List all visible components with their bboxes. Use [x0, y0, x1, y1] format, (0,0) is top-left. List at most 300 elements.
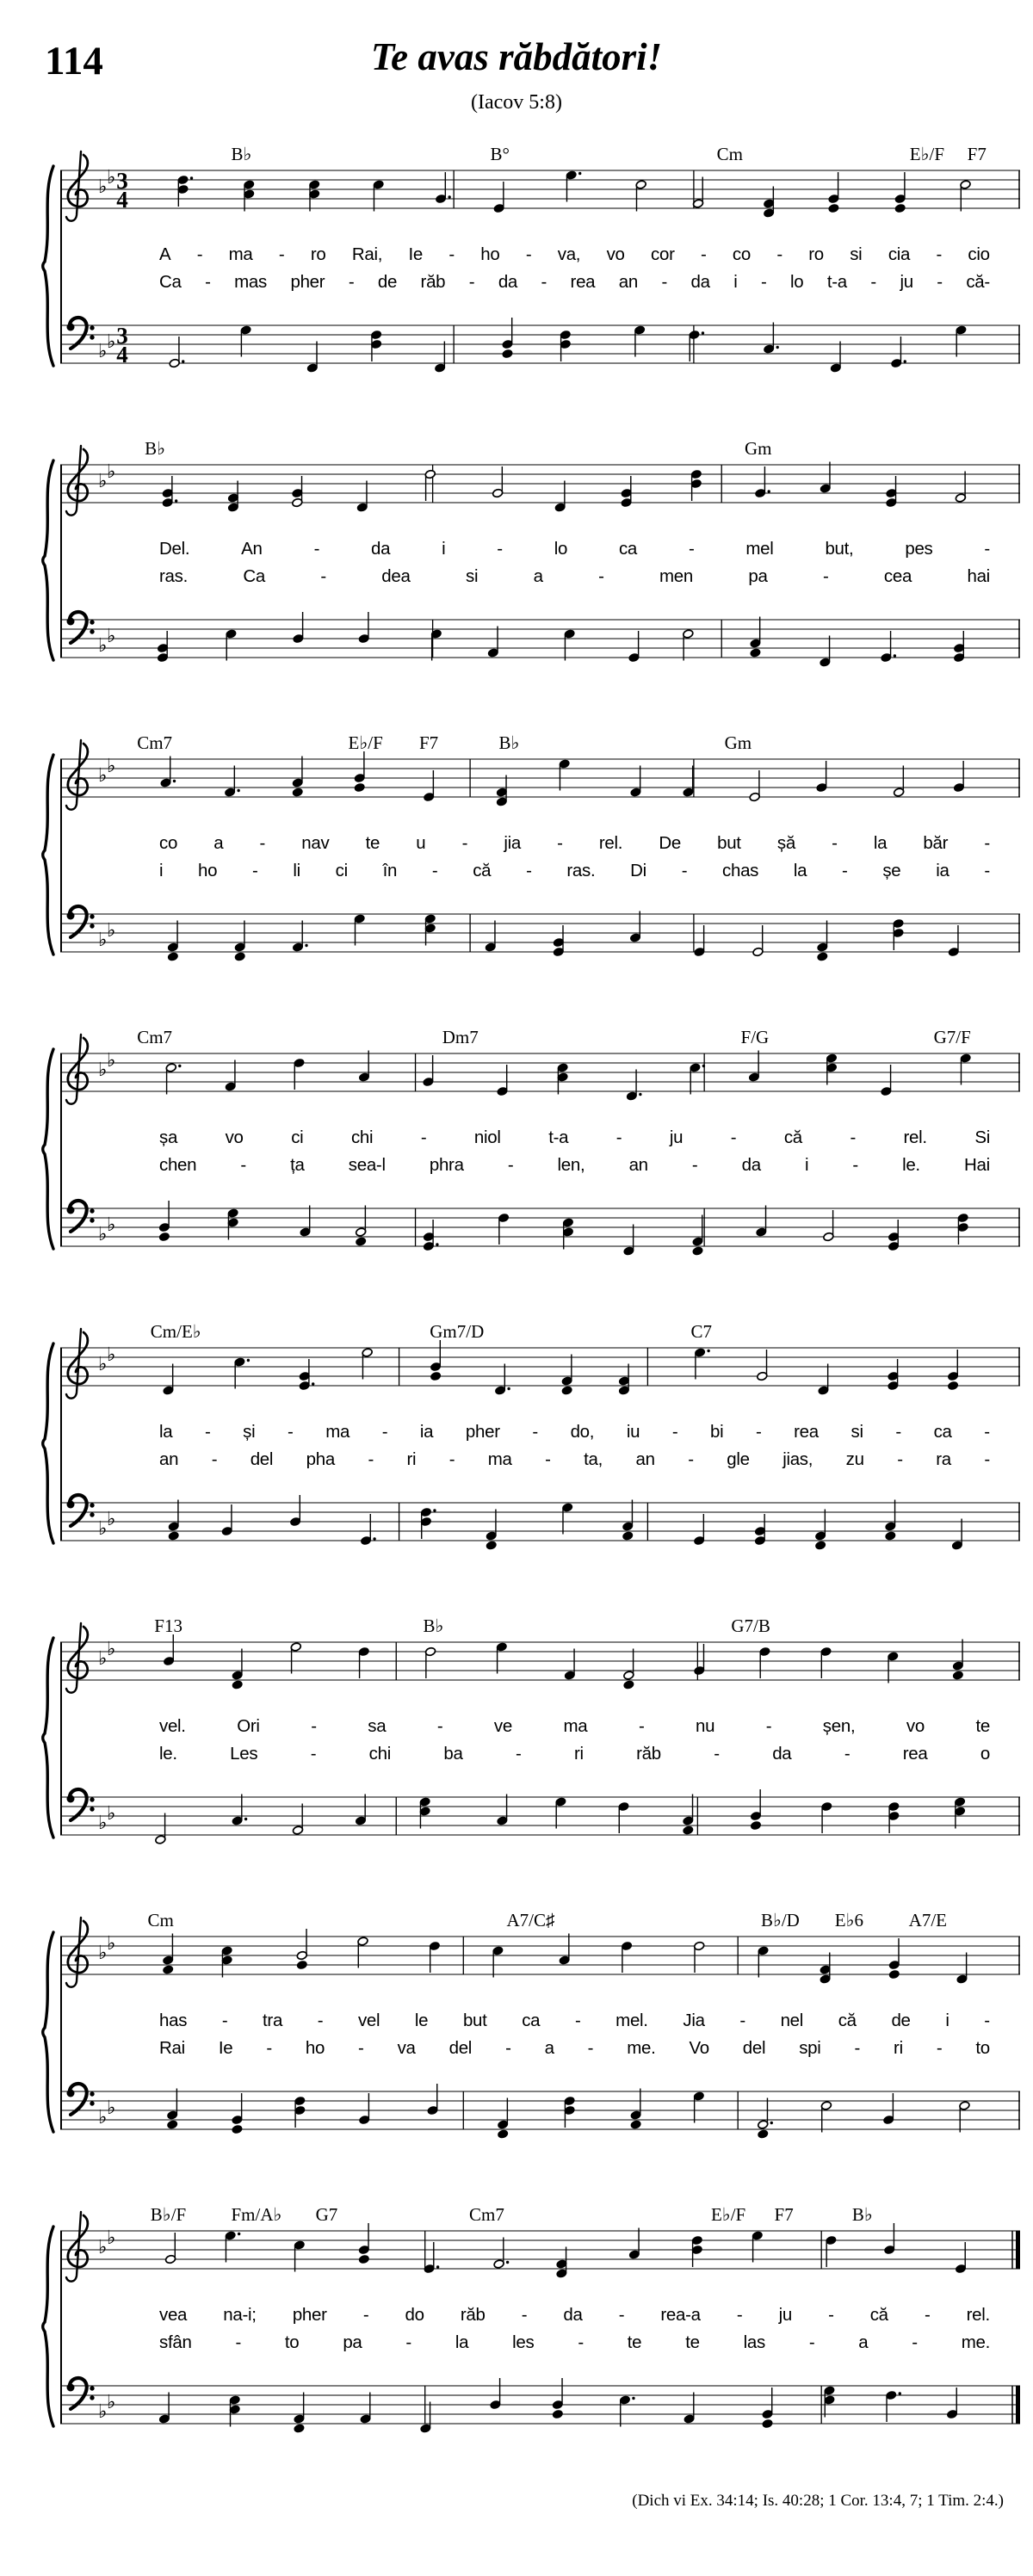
- chord-symbol: E♭/F: [348, 732, 383, 753]
- lyric-hyphen: -: [468, 272, 475, 292]
- lyric-hyphen: -: [984, 1449, 990, 1469]
- lyric-syllable: ma: [325, 1422, 350, 1442]
- treble-staff-svg: [60, 2207, 1020, 2301]
- verse-2-lyrics: [159, 2332, 990, 2357]
- lyric-hyphen: -: [205, 1422, 211, 1442]
- lyric-hyphen: -: [912, 2332, 918, 2352]
- lyric-syllable: chi: [368, 1744, 391, 1764]
- lyric-syllable: gle: [727, 1449, 750, 1469]
- lyric-hyphen: -: [311, 1716, 317, 1736]
- lyric-hyphen: -: [259, 833, 266, 853]
- svg-text:♭: ♭: [98, 1354, 108, 1375]
- lyric-syllable: Del.: [159, 539, 190, 559]
- lyric-hyphen: -: [852, 1155, 858, 1175]
- lyric-syllable: na-i;: [223, 2305, 257, 2325]
- lyric-syllable: An: [241, 539, 263, 559]
- lyric-syllable: că: [473, 861, 492, 880]
- lyric-syllable: șă: [776, 833, 795, 853]
- scripture-subtitle: (Iacov 5:8): [471, 91, 562, 114]
- svg-text:♭: ♭: [107, 756, 116, 777]
- lyric-hyphen: -: [574, 2011, 581, 2030]
- lyric-hyphen: -: [541, 272, 547, 292]
- lyric-syllable: t-a: [548, 1127, 569, 1147]
- svg-text:4: 4: [116, 187, 128, 213]
- lyric-syllable: has: [159, 2011, 188, 2030]
- bass-staff: [60, 596, 1020, 690]
- chord-symbol: Cm: [716, 144, 743, 164]
- lyric-syllable: bi: [709, 1422, 724, 1442]
- verse-1-lyrics: [159, 1422, 990, 1446]
- lyric-syllable: vo: [606, 244, 625, 264]
- lyric-syllable: chi: [350, 1127, 374, 1147]
- treble-staff: [60, 441, 1020, 535]
- lyric-syllable: hai: [967, 566, 990, 586]
- lyric-syllable: a: [544, 2038, 554, 2058]
- lyric-syllable: rel.: [903, 1127, 927, 1147]
- svg-text:♭: ♭: [107, 920, 116, 942]
- lyric-syllable: la: [873, 833, 888, 853]
- lyric-syllable: de: [891, 2011, 911, 2030]
- lyric-syllable: si: [850, 244, 863, 264]
- lyric-syllable: rea: [794, 1422, 819, 1442]
- bass-staff: [60, 1773, 1020, 1868]
- lyric-hyphen: -: [507, 1155, 514, 1175]
- lyric-syllable: niol: [473, 1127, 501, 1147]
- lyric-syllable: ras.: [566, 861, 596, 880]
- svg-text:♭: ♭: [107, 1344, 116, 1366]
- lyric-syllable: șa: [159, 1127, 178, 1147]
- lyric-syllable: pher: [290, 272, 325, 292]
- treble-staff-svg: [60, 1618, 1020, 1713]
- verse-1-lyrics: [159, 1127, 990, 1152]
- lyric-hyphen: -: [984, 539, 990, 559]
- lyric-hyphen: -: [936, 2038, 943, 2058]
- lyric-syllable: pher: [465, 1422, 500, 1442]
- lyric-syllable: sfân: [159, 2332, 192, 2352]
- lyric-syllable: u: [416, 833, 426, 853]
- svg-text:♭: ♭: [107, 2097, 116, 2119]
- lyric-hyphen: -: [196, 244, 203, 264]
- lyric-hyphen: -: [615, 1127, 622, 1147]
- lyric-syllable: Les: [230, 1744, 258, 1764]
- system-brace: [38, 1930, 57, 2134]
- svg-text:♭: ♭: [98, 1224, 108, 1245]
- svg-text:♭: ♭: [107, 331, 116, 353]
- lyric-syllable: răb: [420, 272, 446, 292]
- svg-text:♭: ♭: [107, 2227, 116, 2249]
- lyric-syllable: a: [213, 833, 224, 853]
- lyric-hyphen: -: [739, 2011, 745, 2030]
- svg-text:♭: ♭: [107, 1803, 116, 1825]
- treble-staff: [60, 1029, 1020, 1124]
- lyric-hyphen: -: [688, 1449, 694, 1469]
- lyric-hyphen: -: [448, 244, 455, 264]
- lyric-syllable: ho: [480, 244, 500, 264]
- chord-symbol: Dm7: [442, 1027, 479, 1047]
- lyric-syllable: ia: [936, 861, 949, 880]
- music-system: [0, 1895, 1033, 2190]
- lyric-syllable: nu: [696, 1716, 715, 1736]
- verse-1-lyrics: [159, 1716, 990, 1740]
- lyric-syllable: co: [732, 244, 751, 264]
- lyric-syllable: ci: [291, 1127, 304, 1147]
- lyric-syllable: le: [414, 2011, 429, 2030]
- treble-staff: [60, 1912, 1020, 2007]
- lyric-hyphen: -: [870, 272, 876, 292]
- lyric-hyphen: -: [671, 1422, 678, 1442]
- svg-text:4: 4: [116, 342, 128, 368]
- lyric-syllable: ba: [443, 1744, 463, 1764]
- lyric-hyphen: -: [895, 1422, 901, 1442]
- lyric-hyphen: -: [266, 2038, 272, 2058]
- verse-1-lyrics: [159, 244, 990, 269]
- lyric-syllable: pha: [306, 1449, 335, 1469]
- chord-symbol: B♭: [498, 732, 520, 753]
- lyric-syllable: iu: [626, 1422, 640, 1442]
- lyric-syllable: că: [783, 1127, 802, 1147]
- chord-symbol: Cm7: [137, 1027, 173, 1047]
- lyric-syllable: răb: [636, 1744, 661, 1764]
- lyric-syllable: men: [659, 566, 694, 586]
- lyric-syllable: an: [635, 1449, 655, 1469]
- lyric-syllable: ca: [522, 2011, 541, 2030]
- bass-staff: [60, 2362, 1020, 2456]
- bass-staff-svg: [60, 301, 1020, 396]
- lyric-syllable: mas: [234, 272, 267, 292]
- lyric-syllable: dea: [381, 566, 411, 586]
- system-brace: [38, 1635, 57, 1840]
- music-system: [0, 2190, 1033, 2484]
- bass-staff-svg: [60, 2067, 1020, 2162]
- lyric-hyphen: -: [310, 1744, 317, 1764]
- bass-staff-svg: [60, 596, 1020, 690]
- chord-symbol: Fm/A♭: [231, 2204, 282, 2225]
- lyric-syllable: me.: [961, 2332, 990, 2352]
- treble-staff: [60, 146, 1020, 241]
- verse-2-lyrics: [159, 566, 990, 590]
- lyric-hyphen: -: [850, 1127, 856, 1147]
- lyric-syllable: vo: [225, 1127, 244, 1147]
- svg-text:♭: ♭: [98, 1813, 108, 1834]
- lyric-syllable: Rai: [159, 2038, 185, 2058]
- chord-symbol: Gm: [724, 732, 752, 753]
- lyric-syllable: but,: [825, 539, 854, 559]
- lyric-hyphen: -: [736, 2305, 743, 2325]
- svg-text:♭: ♭: [98, 471, 108, 492]
- lyric-hyphen: -: [808, 2332, 815, 2352]
- lyric-hyphen: -: [288, 1422, 294, 1442]
- chord-symbol: B♭: [423, 1615, 444, 1636]
- lyric-hyphen: -: [924, 2305, 931, 2325]
- chord-symbol: Cm: [147, 1910, 174, 1930]
- lyric-syllable: del: [448, 2038, 473, 2058]
- lyric-hyphen: -: [844, 1744, 851, 1764]
- lyric-syllable: vel: [357, 2011, 380, 2030]
- lyric-hyphen: -: [526, 861, 532, 880]
- lyric-hyphen: -: [823, 566, 829, 586]
- lyric-hyphen: -: [313, 539, 320, 559]
- lyric-hyphen: -: [348, 272, 355, 292]
- lyric-hyphen: -: [832, 833, 838, 853]
- lyric-hyphen: -: [638, 1716, 645, 1736]
- svg-text:♭: ♭: [107, 626, 116, 647]
- chord-symbol: B♭: [145, 438, 166, 459]
- lyric-syllable: si: [851, 1422, 863, 1442]
- chord-symbol: B♭: [231, 144, 252, 164]
- lyric-hyphen: -: [688, 539, 695, 559]
- lyric-hyphen: -: [661, 272, 668, 292]
- chord-symbol: F13: [154, 1615, 182, 1636]
- lyric-syllable: nel: [780, 2011, 804, 2030]
- chord-symbol: Cm7: [137, 732, 173, 753]
- lyric-syllable: ju: [778, 2305, 792, 2325]
- svg-text:♭: ♭: [107, 461, 116, 483]
- lyric-syllable: co: [159, 833, 178, 853]
- music-system: [0, 1601, 1033, 1895]
- lyric-syllable: șen,: [822, 1716, 856, 1736]
- lyric-syllable: vel.: [159, 1716, 186, 1736]
- lyric-syllable: lo: [554, 539, 568, 559]
- lyric-hyphen: -: [436, 1716, 443, 1736]
- chord-symbol: A7/E: [908, 1910, 947, 1930]
- lyric-syllable: ro: [310, 244, 326, 264]
- lyric-hyphen: -: [984, 833, 990, 853]
- chord-symbol: C7: [690, 1321, 713, 1342]
- lyric-syllable: de: [377, 272, 398, 292]
- lyric-syllable: ia: [419, 1422, 434, 1442]
- lyric-syllable: rel.: [598, 833, 623, 853]
- lyric-syllable: to: [284, 2332, 300, 2352]
- chord-symbol: G7: [315, 2204, 338, 2225]
- lyric-hyphen: -: [984, 2011, 990, 2030]
- lyric-syllable: del: [742, 2038, 766, 2058]
- treble-staff: [60, 2207, 1020, 2301]
- lyric-hyphen: -: [700, 244, 707, 264]
- lyric-syllable: les: [512, 2332, 535, 2352]
- lyric-hyphen: -: [618, 2305, 625, 2325]
- lyric-syllable: rea: [902, 1744, 928, 1764]
- lyric-hyphen: -: [714, 1744, 720, 1764]
- svg-text:♭: ♭: [98, 635, 108, 657]
- lyric-syllable: i: [804, 1155, 809, 1175]
- lyric-syllable: zu: [845, 1449, 864, 1469]
- lyric-syllable: ras.: [159, 566, 188, 586]
- lyric-hyphen: -: [755, 1422, 762, 1442]
- lyric-syllable: i: [159, 861, 164, 880]
- lyric-syllable: a: [858, 2332, 869, 2352]
- lyric-syllable: băr: [923, 833, 949, 853]
- chord-symbol: Cm7: [468, 2204, 504, 2225]
- lyric-syllable: ra: [936, 1449, 951, 1469]
- lyric-hyphen: -: [362, 2305, 369, 2325]
- treble-staff: [60, 1324, 1020, 1418]
- lyric-syllable: da: [690, 272, 710, 292]
- scripture-citation: (Dich vi Ex. 34:14; Is. 40:28; 1 Cor. 13:4, 7; 1 Tim. 2:4.): [632, 2492, 1004, 2510]
- lyric-syllable: ho: [305, 2038, 325, 2058]
- system-brace: [38, 164, 57, 368]
- lyric-syllable: te: [627, 2332, 642, 2352]
- lyric-syllable: da: [498, 272, 518, 292]
- lyric-syllable: la: [793, 861, 807, 880]
- music-system: [0, 1307, 1033, 1601]
- song-number: 114: [45, 39, 103, 83]
- lyric-syllable: ju: [900, 272, 913, 292]
- svg-text:♭: ♭: [98, 1943, 108, 1964]
- lyric-hyphen: -: [545, 1449, 551, 1469]
- lyric-hyphen: -: [984, 1422, 990, 1442]
- lyric-syllable: șe: [882, 861, 901, 880]
- lyric-syllable: o: [980, 1744, 990, 1764]
- chord-symbol: G7/B: [731, 1615, 770, 1636]
- lyric-hyphen: -: [681, 861, 688, 880]
- lyric-hyphen: -: [598, 566, 604, 586]
- lyric-syllable: mel: [745, 539, 774, 559]
- lyric-syllable: ca: [933, 1422, 952, 1442]
- lyric-syllable: da: [371, 539, 391, 559]
- bass-staff: [60, 1479, 1020, 1573]
- verse-2-lyrics: [159, 2038, 990, 2062]
- bass-staff: [60, 2067, 1020, 2162]
- lyric-syllable: le.: [902, 1155, 920, 1175]
- lyric-syllable: Di: [630, 861, 646, 880]
- svg-text:♭: ♭: [98, 341, 108, 362]
- lyric-syllable: cio: [968, 244, 990, 264]
- lyric-syllable: me.: [627, 2038, 656, 2058]
- svg-text:♭: ♭: [107, 167, 116, 188]
- lyric-hyphen: -: [730, 1127, 737, 1147]
- lyric-syllable: ri: [894, 2038, 903, 2058]
- system-brace: [38, 1047, 57, 1251]
- lyric-syllable: ca: [618, 539, 638, 559]
- chord-symbol: F7: [774, 2204, 794, 2225]
- svg-text:♭: ♭: [98, 2401, 108, 2423]
- lyric-syllable: te: [975, 1716, 990, 1736]
- verse-2-lyrics: [159, 1744, 990, 1768]
- lyric-syllable: la: [455, 2332, 469, 2352]
- lyric-syllable: în: [382, 861, 398, 880]
- lyric-syllable: la: [159, 1422, 173, 1442]
- lyric-syllable: but: [462, 2011, 487, 2030]
- lyric-syllable: del: [250, 1449, 274, 1469]
- bass-staff-svg: [60, 1773, 1020, 1868]
- lyric-syllable: len,: [557, 1155, 585, 1175]
- song-title: Te avas răbdători!: [370, 35, 663, 78]
- lyric-syllable: cor: [651, 244, 675, 264]
- chord-symbol: A7/C♯: [506, 1910, 555, 1930]
- lyric-hyphen: -: [828, 2305, 834, 2325]
- lyric-syllable: but: [717, 833, 741, 853]
- lyric-syllable: te: [365, 833, 380, 853]
- lyric-hyphen: -: [240, 1155, 246, 1175]
- lyric-syllable: ci: [335, 861, 348, 880]
- lyric-syllable: chen: [159, 1155, 197, 1175]
- bass-staff-svg: [60, 2362, 1020, 2456]
- lyric-hyphen: -: [521, 2305, 528, 2325]
- verse-2-lyrics: [159, 861, 990, 885]
- system-brace: [38, 458, 57, 663]
- lyric-syllable: ma: [487, 1449, 512, 1469]
- lyric-hyphen: -: [211, 1449, 218, 1469]
- music-system: [0, 718, 1033, 1012]
- lyric-hyphen: -: [937, 272, 943, 292]
- svg-text:♭: ♭: [98, 2237, 108, 2258]
- lyric-syllable: i: [733, 272, 738, 292]
- chord-symbol: F/G: [740, 1027, 770, 1047]
- lyric-syllable: ma: [563, 1716, 588, 1736]
- lyric-hyphen: -: [854, 2038, 861, 2058]
- chord-symbol: B♭/D: [760, 1910, 800, 1930]
- lyric-syllable: lo: [790, 272, 804, 292]
- lyric-hyphen: -: [252, 861, 258, 880]
- lyric-syllable: rea-a: [660, 2305, 701, 2325]
- lyric-syllable: cea: [883, 566, 912, 586]
- lyric-syllable: Hai: [964, 1155, 990, 1175]
- lyric-hyphen: -: [897, 1449, 903, 1469]
- svg-text:♭: ♭: [107, 1639, 116, 1660]
- verse-1-lyrics: [159, 2305, 990, 2329]
- lyric-syllable: Ie: [408, 244, 423, 264]
- svg-text:♭: ♭: [107, 1214, 116, 1236]
- lyric-syllable: si: [466, 566, 479, 586]
- lyric-syllable: ri: [573, 1744, 584, 1764]
- verse-1-lyrics: [159, 2011, 990, 2035]
- lyric-syllable: da: [772, 1744, 792, 1764]
- lyric-syllable: va: [397, 2038, 416, 2058]
- lyric-syllable: Rai,: [351, 244, 383, 264]
- chord-symbol: E♭/F: [710, 2204, 746, 2225]
- lyric-syllable: te: [685, 2332, 700, 2352]
- bass-staff-svg: [60, 890, 1020, 985]
- lyric-hyphen: -: [557, 833, 563, 853]
- bass-staff-svg: [60, 1479, 1020, 1573]
- lyric-syllable: A: [159, 244, 171, 264]
- lyric-syllable: Ca: [243, 566, 265, 586]
- lyric-hyphen: -: [278, 244, 285, 264]
- lyric-hyphen: -: [842, 861, 848, 880]
- lyric-syllable: ve: [493, 1716, 512, 1736]
- lyric-syllable: ri: [406, 1449, 417, 1469]
- lyric-syllable: Si: [974, 1127, 990, 1147]
- lyric-syllable: Ori: [237, 1716, 260, 1736]
- music-system: [0, 129, 1033, 423]
- treble-staff-svg: [60, 1324, 1020, 1418]
- lyric-hyphen: -: [420, 1127, 427, 1147]
- lyric-syllable: ho: [198, 861, 218, 880]
- lyric-syllable: rel.: [966, 2305, 990, 2325]
- lyric-syllable: va,: [557, 244, 581, 264]
- svg-text:♭: ♭: [107, 1509, 116, 1530]
- lyric-syllable: phra: [429, 1155, 464, 1175]
- lyric-hyphen: -: [516, 1744, 522, 1764]
- lyric-syllable: ro: [808, 244, 824, 264]
- lyric-syllable: da: [563, 2305, 583, 2325]
- lyric-syllable: pa: [343, 2332, 362, 2352]
- chord-symbol: Gm7/D: [430, 1321, 485, 1342]
- treble-staff-svg: [60, 1912, 1020, 2007]
- lyric-hyphen: -: [765, 1716, 772, 1736]
- svg-text:♭: ♭: [107, 2392, 116, 2413]
- svg-text:♭: ♭: [107, 1050, 116, 1072]
- lyric-syllable: do: [405, 2305, 424, 2325]
- lyric-syllable: an: [159, 1449, 179, 1469]
- system-brace: [38, 752, 57, 957]
- lyric-syllable: rea: [570, 272, 596, 292]
- lyric-syllable: jias,: [782, 1449, 813, 1469]
- lyric-syllable: nav: [301, 833, 330, 853]
- lyric-hyphen: -: [525, 244, 532, 264]
- lyric-hyphen: -: [587, 2038, 594, 2058]
- chord-symbol: E♭/F: [909, 144, 945, 164]
